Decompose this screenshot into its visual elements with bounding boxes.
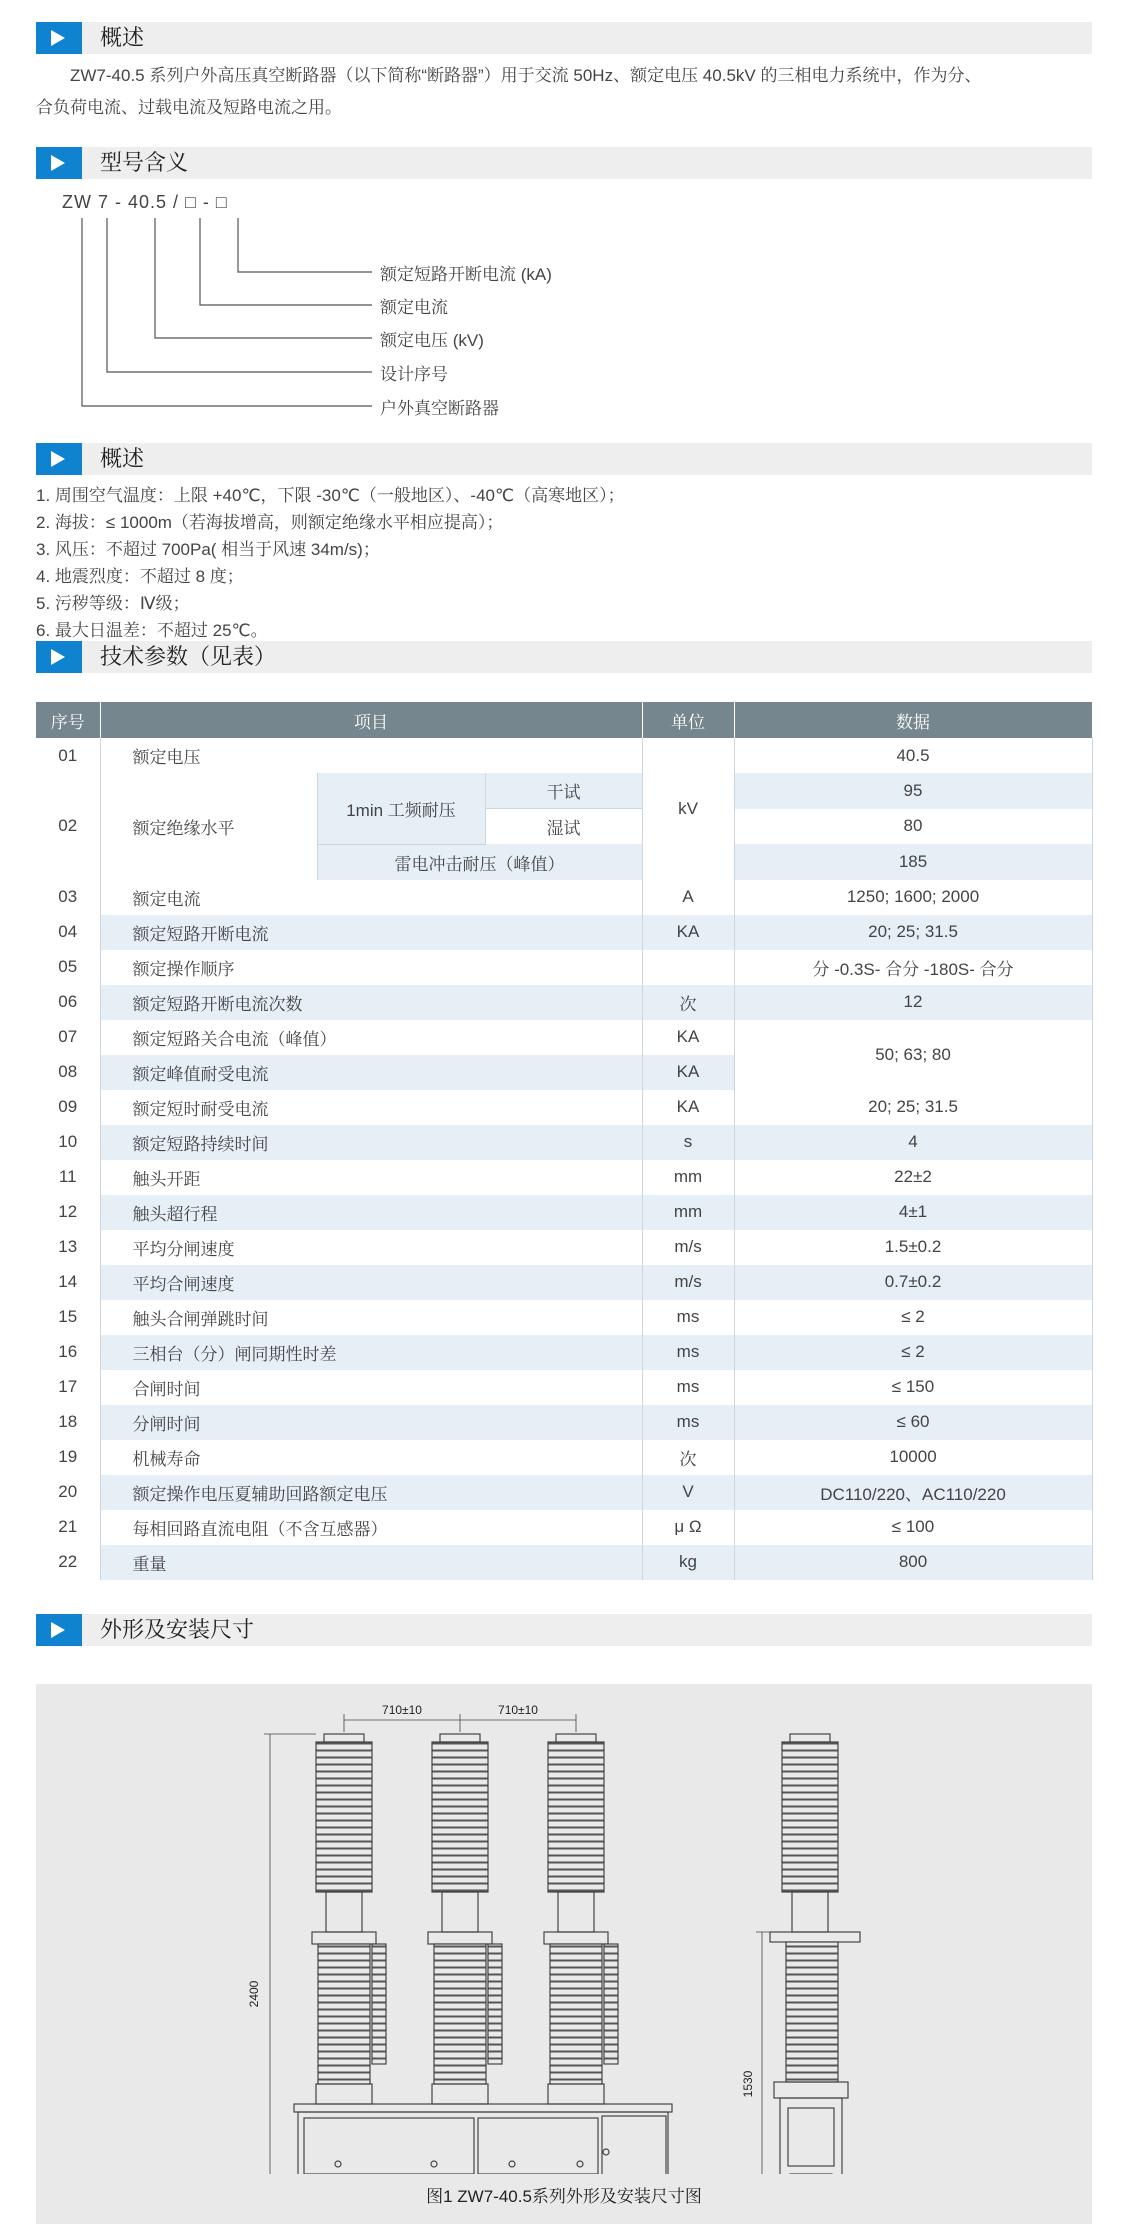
section-title: 概述 <box>100 446 145 471</box>
cabinet-body <box>298 2112 668 2174</box>
pole-right <box>544 1734 618 2104</box>
list-item: 6. 最大日温差：不超过 25℃。 <box>36 621 268 640</box>
leader-line <box>107 218 372 372</box>
dim-label: 1530 <box>741 2070 755 2098</box>
breaker-drawing <box>36 1684 1092 2174</box>
model-label-rated-current: 额定电流 <box>380 298 448 317</box>
model-label-design-no: 设计序号 <box>380 365 448 384</box>
mechanism-box <box>602 2116 666 2174</box>
table-row: 02 额定绝缘水平 1min 工频耐压 干试 95 <box>36 773 1092 809</box>
section-title: 概述 <box>100 25 145 50</box>
model-label-rated-voltage: 额定电压 (kV) <box>380 331 484 350</box>
conditions-list <box>36 482 625 644</box>
cabinet-top <box>294 2104 672 2112</box>
table-row: 03 额定电流 A 1250; 1600; 2000 <box>36 880 1092 915</box>
table-row: 13 平均分闸速度 m/s 1.5±0.2 <box>36 1230 1092 1265</box>
list-item: 5. 污秽等级：Ⅳ级； <box>36 594 190 613</box>
header-item: 项目 <box>100 702 642 738</box>
section-title: 外形及安装尺寸 <box>100 1617 255 1642</box>
pole-left <box>312 1734 386 2104</box>
intro-line-1: ZW7-40.5 系列户外高压真空断路器（以下简称“断路器”）用于交流 50Hz、额定电压 40.5kV 的三相电力系统中，作为分、 <box>70 66 982 85</box>
list-item: 4. 地震烈度：不超过 8 度； <box>36 567 244 586</box>
cabinet-door <box>478 2118 598 2174</box>
table-row: 20 额定操作电压夏辅助回路额定电压 V DC110/220、AC110/220 <box>36 1475 1092 1510</box>
dim-label: 710±10 <box>498 1703 538 1717</box>
cabinet-door <box>304 2118 474 2174</box>
leader-line <box>238 218 372 272</box>
spec-table <box>36 702 1093 1580</box>
table-row: 09 额定短时耐受电流 KA 20; 25; 31.5 <box>36 1090 1092 1125</box>
table-row: 19 机械寿命 次 10000 <box>36 1440 1092 1475</box>
table-row: 15 触头合闸弹跳时间 ms ≤ 2 <box>36 1300 1092 1335</box>
section-title: 型号含义 <box>100 150 189 175</box>
table-row: 10 额定短路持续时间 s 4 <box>36 1125 1092 1160</box>
section-header-dimensions <box>36 1614 1092 1646</box>
section-header-conditions <box>36 443 1092 475</box>
leader-line <box>200 218 372 305</box>
table-row: 04 额定短路开断电流 KA 20; 25; 31.5 <box>36 915 1092 950</box>
side-view <box>756 1734 860 2174</box>
table-row: 16 三相台（分）闸同期性时差 ms ≤ 2 <box>36 1335 1092 1370</box>
play-arrow-icon <box>36 1614 82 1646</box>
figure-caption: 图1 ZW7-40.5系列外形及安装尺寸图 <box>426 2187 702 2206</box>
dimension-figure <box>36 1684 1092 2224</box>
list-item: 2. 海拔：≤ 1000m（若海拔增高，则额定绝缘水平相应提高）； <box>36 513 504 532</box>
table-row: 08 额定峰值耐受电流 KA <box>36 1055 1092 1090</box>
header-no: 序号 <box>36 702 100 738</box>
intro-line-2: 合负荷电流、过载电流及短路电流之用。 <box>36 98 342 117</box>
table-row: 06 额定短路开断电流次数 次 12 <box>36 985 1092 1020</box>
leader-line <box>155 218 372 338</box>
model-code: ZW 7 - 40.5 / □ - □ <box>62 192 228 212</box>
header-value: 数据 <box>734 702 1092 738</box>
list-item: 3. 风压：不超过 700Pa( 相当于风速 34m/s)； <box>36 540 380 559</box>
list-item: 1. 周围空气温度：上限 +40℃，下限 -30℃（一般地区）、-40℃（高寒地区）； <box>36 486 625 505</box>
model-label-breaking-current: 额定短路开断电流 (kA) <box>380 265 552 284</box>
table-row: 01 额定电压 kV 40.5 <box>36 738 1092 773</box>
table-row: 11 触头开距 mm 22±2 <box>36 1160 1092 1195</box>
table-row: 22 重量 kg 800 <box>36 1545 1092 1580</box>
dim-label: 2400 <box>247 1980 261 2008</box>
table-row: 17 合闸时间 ms ≤ 150 <box>36 1370 1092 1405</box>
table-row: 21 每相回路直流电阻（不含互感器） μ Ω ≤ 100 <box>36 1510 1092 1545</box>
table-row: 14 平均合闸速度 m/s 0.7±0.2 <box>36 1265 1092 1300</box>
table-row: 07 额定短路关合电流（峰值） KA 50; 63; 80 <box>36 1020 1092 1055</box>
dim-label: 710±10 <box>382 1703 422 1717</box>
section-title: 技术参数（见表） <box>100 644 277 669</box>
leader-line <box>82 218 372 406</box>
section-header-specs <box>36 641 1092 673</box>
play-arrow-icon <box>36 641 82 673</box>
table-header-row <box>36 702 1092 738</box>
table-row: 12 触头超行程 mm 4±1 <box>36 1195 1092 1230</box>
play-arrow-icon <box>36 443 82 475</box>
table-row: 18 分闸时间 ms ≤ 60 <box>36 1405 1092 1440</box>
pole-middle <box>428 1734 502 2104</box>
model-label-outdoor-vcb: 户外真空断路器 <box>380 399 499 418</box>
model-meaning-diagram <box>0 0 1128 430</box>
header-unit: 单位 <box>642 702 734 738</box>
table-row: 雷电冲击耐压（峰值） 185 <box>36 844 1092 880</box>
table-row: 05 额定操作顺序 分 -0.3S- 合分 -180S- 合分 <box>36 950 1092 985</box>
table-row: 湿试 80 <box>36 809 1092 845</box>
